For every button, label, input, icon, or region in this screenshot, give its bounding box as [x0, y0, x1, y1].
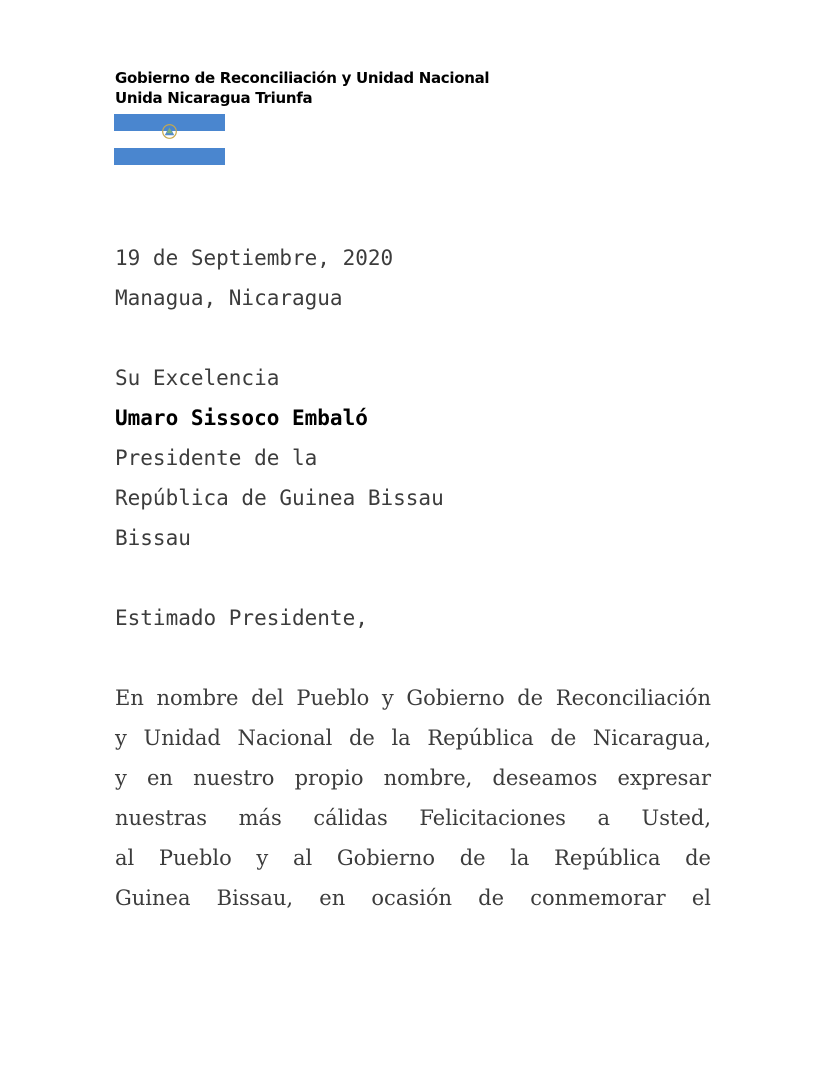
body-line: y en nuestro propio nombre, deseamos expresar: [115, 766, 711, 790]
recipient-title: Su Excelencia: [115, 366, 280, 390]
flag-middle-band: [114, 131, 225, 148]
letterhead-government-name: Gobierno de Reconciliación y Unidad Nacional: [115, 69, 490, 87]
recipient-role: Presidente de la: [115, 446, 318, 470]
coat-of-arms-icon: [161, 123, 178, 140]
body-line: al Pueblo y al Gobierno de la República de: [115, 846, 711, 870]
body-line: y Unidad Nacional de la República de Nicaragua,: [115, 726, 711, 750]
nicaragua-flag-icon: [114, 114, 225, 165]
body-line: nuestras más cálidas Felicitaciones a Usted,: [115, 806, 711, 830]
letterhead: [115, 68, 489, 108]
letter-body: [115, 678, 711, 918]
recipient-city: Bissau: [115, 526, 191, 550]
letter-place: Managua, Nicaragua: [115, 286, 343, 310]
letterhead-slogan: Unida Nicaragua Triunfa: [115, 89, 313, 107]
body-line: Guinea Bissau, en ocasión de conmemorar el: [115, 886, 711, 910]
flag-bottom-band: [114, 148, 225, 165]
letter-date: 19 de Septiembre, 2020: [115, 246, 394, 270]
body-line: En nombre del Pueblo y Gobierno de Reconciliación: [115, 686, 711, 710]
recipient-name: Umaro Sissoco Embaló: [115, 406, 368, 430]
letter-greeting: Estimado Presidente,: [115, 606, 368, 630]
recipient-country: República de Guinea Bissau: [115, 486, 444, 510]
